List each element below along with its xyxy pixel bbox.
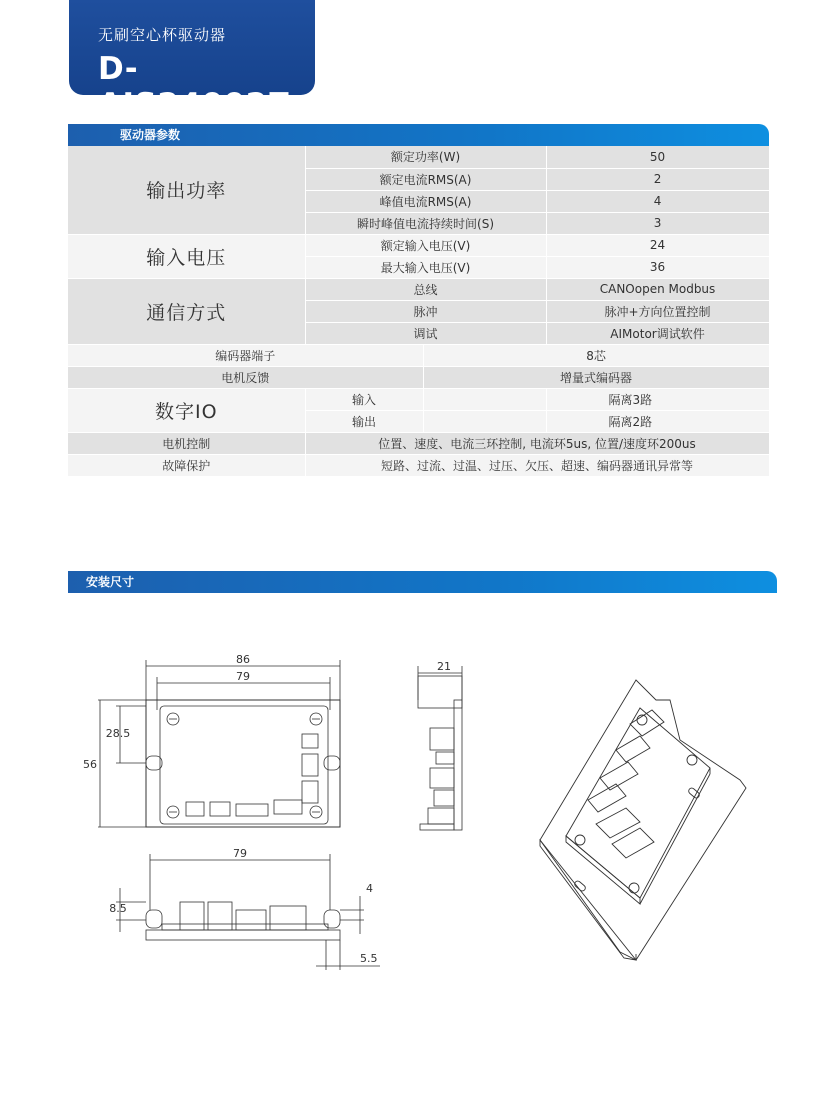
dim-width-outer: 86 (236, 653, 250, 666)
group-communication: 通信方式 (68, 278, 305, 344)
group-input-voltage: 输入电压 (68, 234, 305, 278)
title-tab (69, 0, 315, 123)
bottom-view-drawing (109, 847, 380, 970)
param-value: 隔离2路 (546, 410, 769, 432)
param-label: 最大输入电压(V) (305, 256, 546, 278)
param-label: 输出 (305, 410, 423, 432)
param-value: 位置、速度、电流三环控制, 电流环5us, 位置/速度环200us (305, 432, 769, 454)
param-label: 额定输入电压(V) (305, 234, 546, 256)
param-label: 故障保护 (68, 454, 305, 476)
param-value: 24 (546, 234, 769, 256)
param-value: 短路、过流、过温、过压、欠压、超速、编码器通讯异常等 (305, 454, 769, 476)
param-value: 隔离3路 (546, 388, 769, 410)
dim-bottom-thickness: 4 (366, 882, 373, 895)
param-value: 50 (546, 146, 769, 168)
group-output-power: 输出功率 (68, 146, 305, 234)
dim-depth: 21 (437, 660, 451, 673)
param-value: 增量式编码器 (423, 366, 769, 388)
param-value: AIMotor调试软件 (546, 322, 769, 344)
table-row (68, 344, 769, 366)
params-section-header: 驱动器参数 (68, 124, 769, 146)
dim-bottom-offset: 5.5 (360, 952, 378, 965)
dim-bottom-hole-h: 8.5 (109, 902, 127, 915)
param-label: 输入 (305, 388, 423, 410)
param-label: 电机反馈 (68, 366, 423, 388)
params-table (68, 146, 770, 477)
param-label: 脉冲 (305, 300, 546, 322)
dim-height-hole: 28.5 (105, 727, 131, 740)
param-value: 脉冲+方向位置控制 (546, 300, 769, 322)
isometric-view-drawing (540, 680, 746, 960)
table-row (68, 146, 769, 168)
table-row (68, 366, 769, 388)
dim-bottom-width: 79 (233, 847, 247, 860)
param-value: 36 (546, 256, 769, 278)
param-value: 4 (546, 190, 769, 212)
table-row (68, 234, 769, 256)
param-value: 8芯 (423, 344, 769, 366)
table-row (68, 278, 769, 300)
front-view-drawing (83, 653, 340, 827)
install-section-header: 安装尺寸 (68, 571, 777, 593)
product-model: D-AIS24002Z (98, 51, 291, 123)
param-label: 额定功率(W) (305, 146, 546, 168)
dim-width-holes: 79 (236, 670, 250, 683)
side-view-drawing (418, 660, 462, 830)
param-label: 编码器端子 (68, 344, 423, 366)
product-subtitle: 无刷空心杯驱动器 (98, 26, 227, 44)
param-value: 2 (546, 168, 769, 190)
param-label: 峰值电流RMS(A) (305, 190, 546, 212)
table-row (68, 388, 769, 410)
param-value: CANOopen Modbus (546, 278, 769, 300)
param-label: 额定电流RMS(A) (305, 168, 546, 190)
dim-height-outer: 56 (83, 758, 97, 771)
group-digital-io: 数字IO (68, 388, 305, 432)
param-label: 瞬时峰值电流持续时间(S) (305, 212, 546, 234)
table-row (68, 454, 769, 476)
dimension-drawings (0, 640, 840, 1100)
param-label: 总线 (305, 278, 546, 300)
table-row (68, 432, 769, 454)
param-label: 电机控制 (68, 432, 305, 454)
param-label: 调试 (305, 322, 546, 344)
param-value: 3 (546, 212, 769, 234)
